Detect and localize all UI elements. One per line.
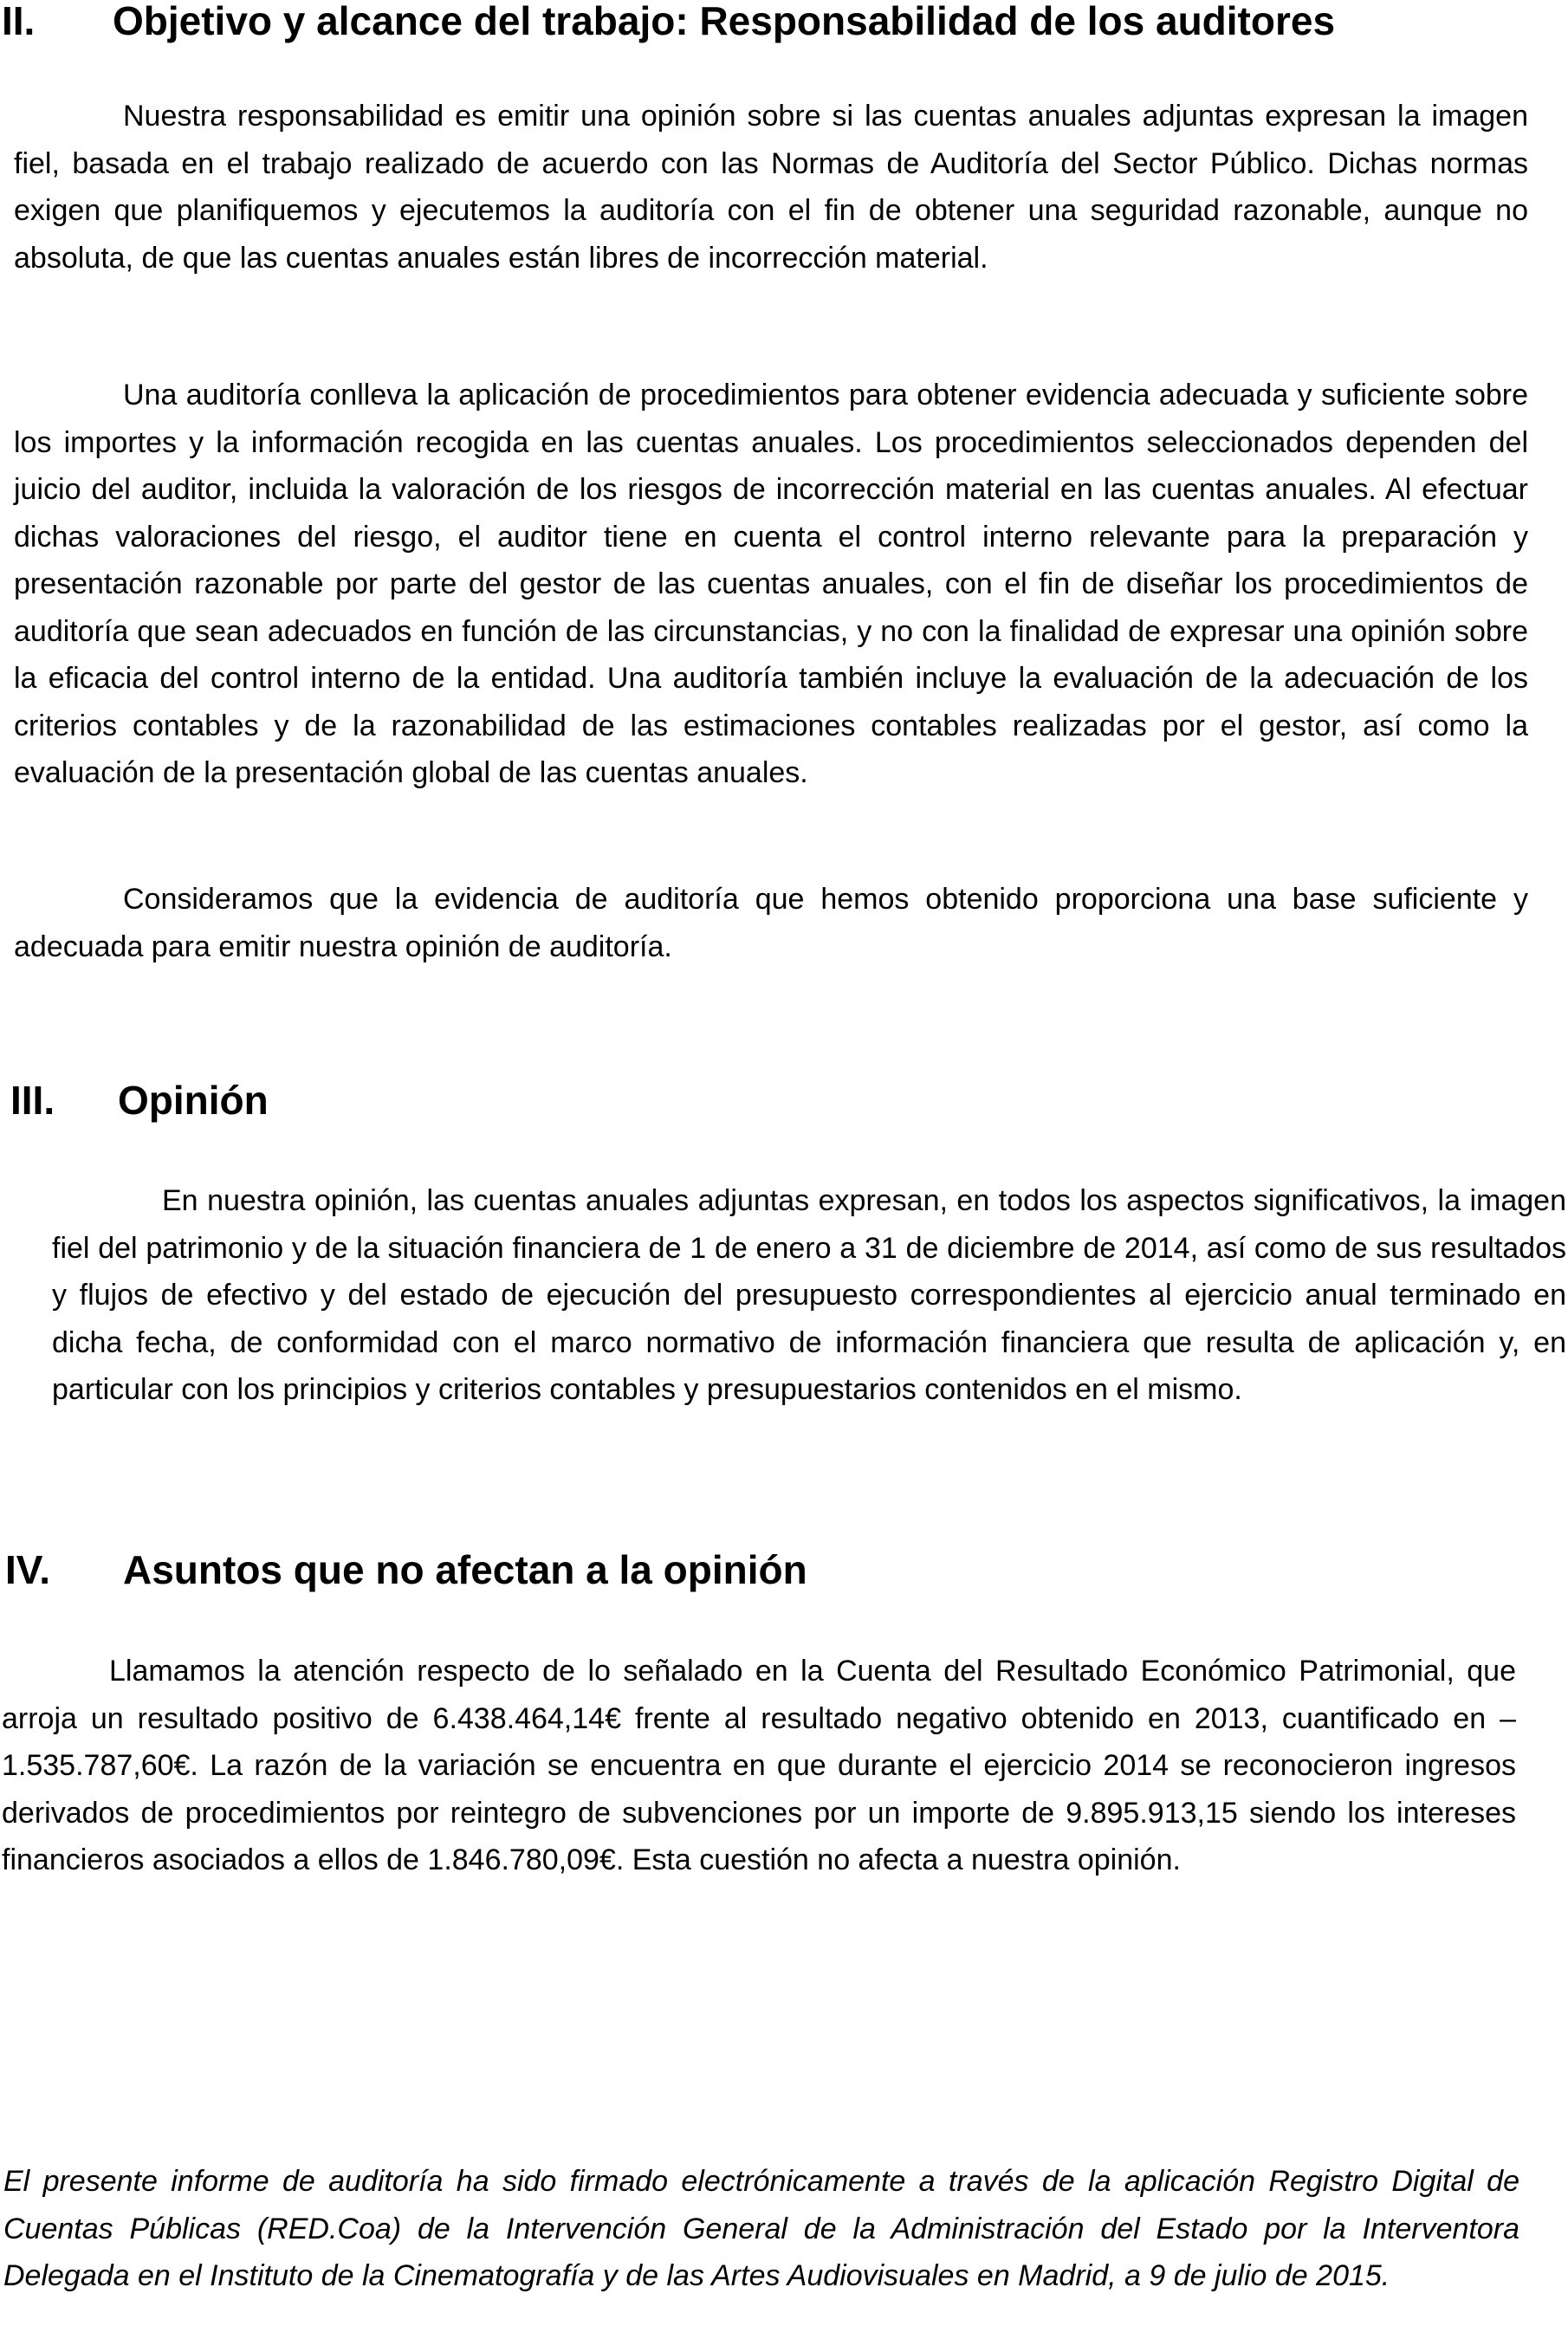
section-iii-title: Opinión: [118, 1078, 269, 1123]
section-iii-heading: [10, 1078, 269, 1123]
section-iv-number: IV.: [5, 1547, 51, 1592]
section-ii-paragraph-3: Consideramos que la evidencia de auditoría que hemos obtenido proporciona una base suficiente y adecuada para emitir nuestra opinión de auditoría.: [14, 883, 1528, 963]
section-iii-paragraph-1: En nuestra opinión, las cuentas anuales adjuntas expresan, en todos los aspectos significativos, la imagen fiel del patrimonio y de la situación financiera de 1 de enero a 31 de diciembre de 2014, así como de sus resultados y flujos de efectivo y del estado de ejecución del presupuesto correspondientes al ejercicio anual terminado en dicha fecha, de conformidad con el marco normativo de información financiera que resulta de aplicación y, en particular con los principios y criterios contables y presupuestarios contenidos en el mismo.: [52, 1184, 1566, 1406]
section-ii-number: II.: [2, 0, 36, 43]
section-iv-heading: [5, 1547, 807, 1592]
section-iv-paragraph-1: Llamamos la atención respecto de lo señalado en la Cuenta del Resultado Económico Patrimonial, que arroja un resultado positivo de 6.438.464,14€ frente al resultado negativo obtenido en 2013, cuantificado en –1.535.787,60€. La razón de la variación se encuentra en que durante el ejercicio 2014 se reconocieron ingresos derivados de procedimientos por reintegro de subvenciones por un importe de 9.895.913,15 siendo los intereses financieros asociados a ellos de 1.846.780,09€. Esta cuestión no afecta a nuestra opinión.: [2, 1655, 1516, 1876]
section-iii-number: III.: [10, 1078, 55, 1123]
section-ii-paragraph-2: Una auditoría conlleva la aplicación de procedimientos para obtener evidencia adecuada y suficiente sobre los importes y la información recogida en las cuentas anuales. Los procedimientos seleccionados dependen del juicio del auditor, incluida la valoración de los riesgos de incorrección material en las cuentas anuales. Al efectuar dichas valoraciones del riesgo, el auditor tiene en cuenta el control interno relevante para la preparación y presentación razonable por parte del gestor de las cuentas anuales, con el fin de diseñar los procedimientos de auditoría que sean adecuados en función de las circunstancias, y no con la finalidad de expresar una opinión sobre la eficacia del control interno de la entidad. Una auditoría también incluye la evaluación de la adecuación de los criterios contables y de la razonabilidad de las estimaciones contables realizadas por el gestor, así como la evaluación de la presentación global de las cuentas anuales.: [14, 379, 1528, 789]
section-ii-heading: [2, 0, 1336, 43]
electronic-signature-note: El presente informe de auditoría ha sido firmado electrónicamente a través de la aplicación Registro Digital de Cuentas Públicas (RED.Coa) de la Intervención General de la Administración del Estado por la Interventora Delegada en el Instituto de la Cinematografía y de las Artes Audiovisuales en Madrid, a 9 de julio de 2015.: [3, 2165, 1519, 2292]
section-iv-title: Asuntos que no afectan a la opinión: [123, 1547, 807, 1592]
section-ii-title: Objetivo y alcance del trabajo: Responsabilidad de los auditores: [113, 0, 1336, 43]
section-ii-paragraph-1: Nuestra responsabilidad es emitir una opinión sobre si las cuentas anuales adjuntas expresan la imagen fiel, basada en el trabajo realizado de acuerdo con las Normas de Auditoría del Sector Público. Dichas normas exigen que planifiquemos y ejecutemos la auditoría con el fin de obtener una seguridad razonable, aunque no absoluta, de que las cuentas anuales están libres de incorrección material.: [14, 100, 1528, 275]
